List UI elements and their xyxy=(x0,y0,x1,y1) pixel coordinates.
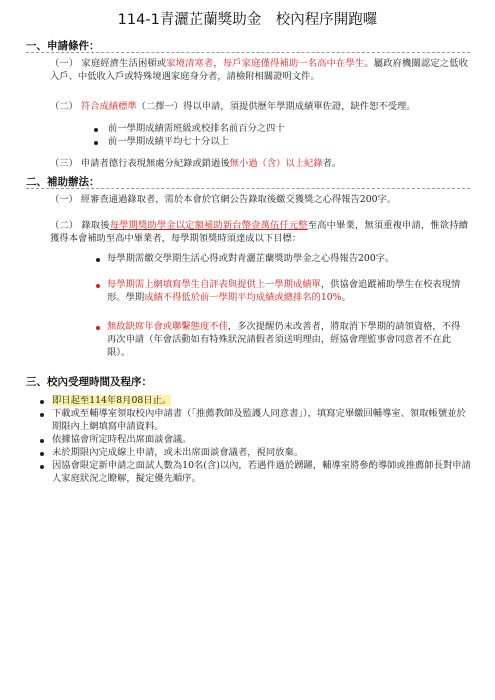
bullet-dot xyxy=(96,258,100,262)
item-number: （三） xyxy=(50,158,78,169)
item-number: （一） xyxy=(50,194,78,205)
highlight-text: 符合成績標準 xyxy=(80,101,137,112)
section-heading-eligibility: 一、申請條件： xyxy=(26,40,100,52)
page-title: 114-1青灑芷蘭獎助金 校內程序開跑囉 xyxy=(117,12,378,28)
highlight-text: 成績不得低於前一學期平均成績或總排名的10% xyxy=(144,292,342,303)
procedure-priority: 因協會限定新申請之面試人數為10名(含)以內，若遇件過於踴躍，輔導室將參酌導師或推薦師長對申請人家庭狀況之瞭解，擬定優先順序。 xyxy=(52,460,471,484)
section-divider xyxy=(26,188,470,189)
section-divider xyxy=(26,52,470,53)
bullet-dot xyxy=(40,465,44,469)
bullet-dot xyxy=(94,128,98,132)
highlight-text: 家境清寒者 xyxy=(166,58,214,69)
section-heading-subsidy: 二、補助辦法： xyxy=(26,176,100,188)
procedure-interview: 依據協會所定時程出席面談會議。 xyxy=(52,434,192,445)
bullet-dot xyxy=(94,141,98,145)
grade-criterion-2: 前一學期成績平均七十分以上 xyxy=(108,136,229,147)
item-number: （二） xyxy=(50,220,79,231)
requirement-self-evaluation: 每學期需上網填寫學生自評表與提供上一學期成績單，供協會追蹤補助學生在校表現情形。學期成績不得低於前一學期平均成績或總排名的10%。 xyxy=(107,279,461,303)
procedure-deadline: 即日起至114年8月08日止。 xyxy=(52,395,172,406)
procedure-forfeit: 未於期限內完成線上申請，或未出席面談會議者，視同放棄。 xyxy=(52,447,304,458)
requirement-annual-meeting: 無故缺席年會或聯繫態度不佳，多次提醒仍未改善者，將取消下學期的請領資格，不得再次申請（年會活動如有特殊狀況請假者須送明理由，經協會理監事會同意者不在此限）。 xyxy=(107,321,461,358)
item-number: （二） xyxy=(50,101,78,112)
requirement-report: 每學期需繳交學期生活心得或對青灑芷蘭獎助學金之心得報告200字。 xyxy=(107,253,395,264)
eligibility-item-1: （一） 家庭經濟生活困頓或家境清寒者，每戶家庭僅得補助一名高中在學生。屬政府機關認定之低收入戶、中低收入戶或特殊境遇家庭身分者，請檢附相關證明文件。 xyxy=(50,58,468,82)
bullet-dot xyxy=(96,284,100,288)
section-heading-procedure: 三、校內受理時間及程序： xyxy=(26,376,152,388)
bullet-dot xyxy=(40,452,44,456)
grade-criterion-1: 前一學期成績需班級或校排名前百分之四十 xyxy=(108,123,285,134)
eligibility-item-2: （二） 符合成績標準（二擇一）得以申請，須提供歷年學期成績單佐證，缺件恕不受理。 xyxy=(50,101,416,112)
bullet-dot xyxy=(40,439,44,443)
highlight-text: 每學期獎助學金以定額補助新台幣壹萬伍仟元整 xyxy=(109,220,308,231)
item-number: （一） xyxy=(50,58,79,69)
procedure-application-form: 下載或至輔導室領取校內申請書（「推薦教師及監護人同意書」），填寫完畢繳回輔導室、領取帳號並於期限內上網填寫申請資料。 xyxy=(52,408,466,432)
highlight-text: 每戶家庭僅得補助一名高中在學生 xyxy=(222,58,365,69)
bullet-dot xyxy=(40,400,44,404)
highlight-text: 無故缺席年會或聯繫態度不佳 xyxy=(107,321,228,332)
highlight-text: 無小過（含）以上紀錄 xyxy=(229,158,323,169)
bullet-dot xyxy=(40,413,44,417)
highlight-text: 每學期需上網填寫學生自評表與提供上一學期成績單 xyxy=(107,279,321,290)
subsidy-item-2: （二） 錄取後每學期獎助學金以定額補助新台幣壹萬伍仟元整至高中畢業，無須重複申請，惟欲持續獲得本會補助至高中畢業者，每學期領獎時須達成以下目標： xyxy=(50,220,468,244)
subsidy-item-1: （一） 經審查通過錄取者，需於本會於官網公告錄取後繳交獲獎之心得報告200字。 xyxy=(50,194,397,205)
eligibility-item-3: （三） 申請者德行表現無處分紀錄或銷過後無小過（含）以上紀錄者。 xyxy=(50,158,342,169)
bullet-dot xyxy=(96,326,100,330)
